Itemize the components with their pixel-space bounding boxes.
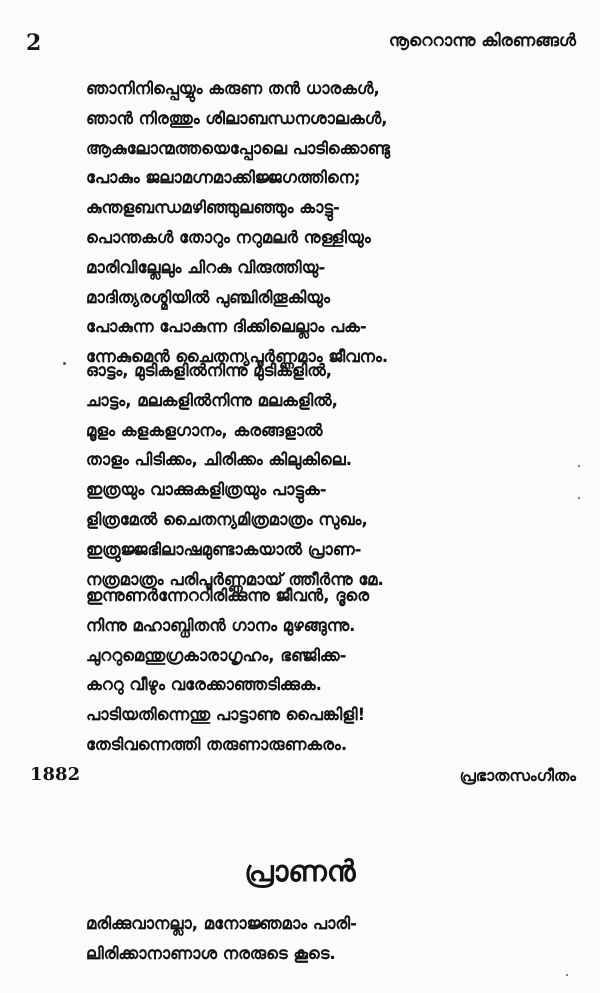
verse-line: മരിക്കുവാനല്ലാ, മനോജ്ഞമാം പാരി- [86,914,357,933]
verse-line: ഇന്നുണർന്നേററിരിക്കുന്നു ജീവൻ, ദൂരെ [86,586,370,605]
verse-line: താളം പിടിക്കം, ചിരിക്കം കിലുകിലെ. [86,450,353,470]
poem-stanza-3 [86,581,586,760]
verse-line: മാദിത്യരശ്മിയിൽ പുഞ്ചിരിതൂകിയും [86,287,331,307]
verse-line: കുന്തളബന്ധമഴിഞ്ഞുലഞ്ഞും കാട്ടു- [86,198,340,218]
verse-line: പൊന്തകൾ തോറും നറുമലർ നുള്ളിയും [86,227,371,247]
footer-book-title: പ്രഭാതസംഗീതം [459,766,576,785]
verse-line: ലിരിക്കാനാണാശ നരരുടെ കൂടെ. [86,943,336,963]
next-poem-stanza [86,909,586,969]
paper-speck [578,497,580,499]
verse-line: പാടിയതിന്നെന്തു പാട്ടാണു പൈങ്കിളി! [86,705,366,725]
verse-line: ളിത്രമേൽ ചൈതന്യമിത്രമാത്രം സുഖം, [86,509,368,529]
verse-line: ഞാൻ നിരത്തും ശിലാബന്ധനശാലകൾ, [86,108,388,128]
verse-line: ഇത്രയും വാക്കുകളിത്രയും പാട്ടുക- [86,480,327,500]
poem-stanza-2 [86,356,586,594]
verse-line: ചുററുമെന്തുഗ്രകാരാഗൃഹം, ഭഞ്ജിക്ക- [86,645,347,665]
verse-line: മാരിവില്ലേലും ചിറകു വിരുത്തിയു- [86,257,326,277]
verse-line: ചാട്ടം, മലകളിൽനിന്നു മലകളിൽ, [86,390,338,410]
verse-line: ഞാനിനിപ്പെയ്യും കരുണ തൻ ധാരകൾ, [86,79,380,98]
poem-stanza-1 [86,74,586,372]
verse-line: ഇത്രുജ്ജഭിലാഷമുണ്ടാകയാൽ പ്രാണ- [86,539,362,559]
running-title: നൂറെറാന്നു കിരണങ്ങൾ [388,31,576,51]
verse-line: പോകും ജലാമഗ്നമാക്കിജ്ജഗത്തിനെ; [86,168,361,188]
page-number: 2 [26,30,43,56]
verse-line: നിന്നു മഹാബ്ധിതൻ ഗാനം മുഴങ്ങുന്നു. [86,615,356,635]
footer-year: 1882 [30,764,81,785]
verse-line: ന്നേകുമെൻ ചൈതന്യപൂർണ്ണമാം ജീവനം. [86,347,389,367]
verse-line: നത്രമാത്രം പരിപൂർണ്ണമായ് ത്തീർന്നു മേ. [86,569,384,589]
paper-speck [63,362,66,365]
verse-line: ഓട്ടം, മുടികളിൽനിന്നു മുടികളിൽ, [86,361,332,380]
next-poem-title: പ്രാണൻ [244,854,356,888]
verse-line: ആകുലോന്മത്തയെപ്പോലെ പാടിക്കൊണ്ടു [86,138,390,158]
paper-speck [566,974,568,976]
verse-line: മൂളം കളകളഗാനം, കരങ്ങളാൽ [86,420,323,440]
verse-line: കററു വീഴും വരേക്കാഞ്ഞടിക്കുക. [86,675,322,695]
verse-line: പോകുന്ന പോകുന്ന ദിക്കിലെല്ലാം പക- [86,317,367,337]
paper-speck [578,465,580,467]
verse-line: തേടിവന്നെത്തി തരുണാരുണകരം. [86,734,348,754]
